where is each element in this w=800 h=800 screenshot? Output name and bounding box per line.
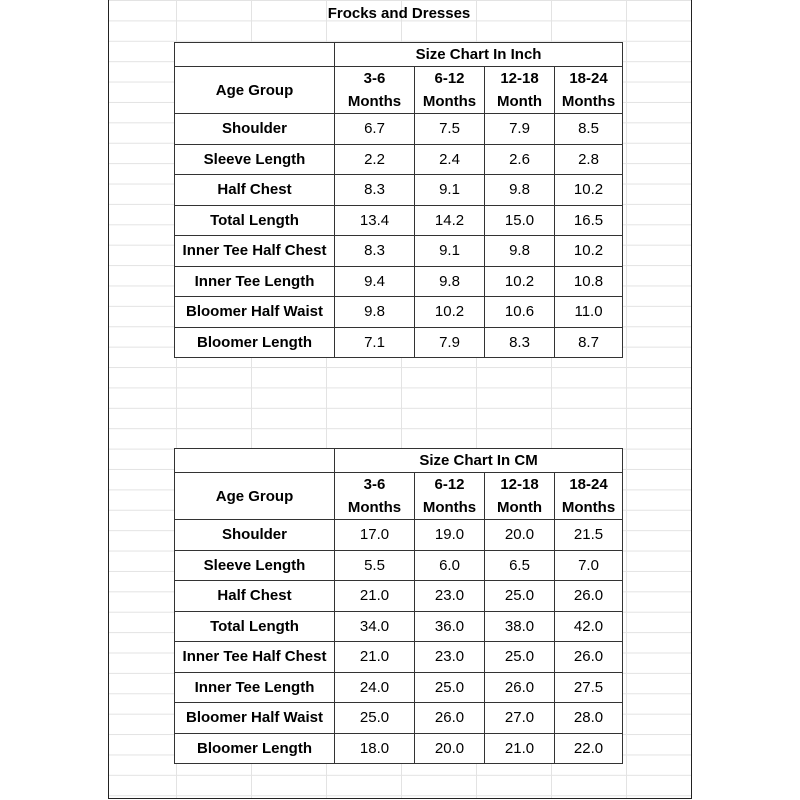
measurement-cell: 7.9	[415, 327, 485, 358]
column-header-unit: Months	[422, 499, 477, 516]
age-group-header: Age Group	[175, 67, 335, 114]
row-label: Bloomer Half Waist	[175, 703, 335, 734]
table-row	[175, 114, 623, 145]
row-label: Half Chest	[175, 581, 335, 612]
row-label: Half Chest	[175, 175, 335, 206]
measurement-cell: 8.3	[335, 175, 415, 206]
measurement-cell: 34.0	[335, 611, 415, 642]
table-row	[175, 733, 623, 764]
measurement-cell: 26.0	[555, 642, 623, 673]
measurement-cell: 10.8	[555, 266, 623, 297]
column-header-range: 6-12	[434, 476, 465, 493]
row-label: Bloomer Half Waist	[175, 297, 335, 328]
measurement-cell: 7.5	[415, 114, 485, 145]
table-row	[175, 550, 623, 581]
measurement-cell: 2.8	[555, 144, 623, 175]
measurement-cell: 10.2	[415, 297, 485, 328]
table-row	[175, 297, 623, 328]
measurement-cell: 25.0	[485, 581, 555, 612]
measurement-cell: 10.2	[555, 236, 623, 267]
measurement-cell: 27.5	[555, 672, 623, 703]
measurement-cell: 2.2	[335, 144, 415, 175]
column-header-unit: Month	[497, 499, 542, 516]
measurement-cell: 7.1	[335, 327, 415, 358]
measurement-cell: 23.0	[415, 642, 485, 673]
measurement-cell: 36.0	[415, 611, 485, 642]
column-header-unit: Months	[347, 93, 402, 110]
measurement-cell: 11.0	[555, 297, 623, 328]
measurement-cell: 25.0	[485, 642, 555, 673]
measurement-cell: 2.4	[415, 144, 485, 175]
table-caption-row	[175, 43, 623, 67]
measurement-cell: 18.0	[335, 733, 415, 764]
size-chart-cm-table	[174, 448, 623, 764]
measurement-cell: 19.0	[415, 520, 485, 551]
column-header	[335, 473, 415, 520]
measurement-cell: 10.6	[485, 297, 555, 328]
column-header-range: 18-24	[569, 70, 608, 87]
row-label: Sleeve Length	[175, 550, 335, 581]
measurement-cell: 26.0	[485, 672, 555, 703]
measurement-cell: 28.0	[555, 703, 623, 734]
measurement-cell: 24.0	[335, 672, 415, 703]
column-header	[485, 473, 555, 520]
measurement-cell: 6.0	[415, 550, 485, 581]
measurement-cell: 27.0	[485, 703, 555, 734]
measurement-cell: 42.0	[555, 611, 623, 642]
measurement-cell: 22.0	[555, 733, 623, 764]
table-caption-spacer	[175, 449, 335, 473]
column-header-range: 6-12	[434, 70, 465, 87]
column-header	[415, 67, 485, 114]
column-header-range: 18-24	[569, 476, 608, 493]
table-row	[175, 205, 623, 236]
table-row	[175, 703, 623, 734]
measurement-cell: 6.7	[335, 114, 415, 145]
row-label: Inner Tee Length	[175, 266, 335, 297]
column-header	[485, 67, 555, 114]
table-row	[175, 236, 623, 267]
table-caption: Size Chart In Inch	[335, 43, 623, 67]
row-label: Inner Tee Length	[175, 672, 335, 703]
row-label: Bloomer Length	[175, 733, 335, 764]
measurement-cell: 21.0	[485, 733, 555, 764]
measurement-cell: 6.5	[485, 550, 555, 581]
table-row	[175, 672, 623, 703]
row-label: Total Length	[175, 205, 335, 236]
age-group-header: Age Group	[175, 473, 335, 520]
measurement-cell: 9.8	[485, 175, 555, 206]
table-header-row	[175, 67, 623, 114]
measurement-cell: 5.5	[335, 550, 415, 581]
measurement-cell: 8.7	[555, 327, 623, 358]
measurement-cell: 16.5	[555, 205, 623, 236]
measurement-cell: 10.2	[485, 266, 555, 297]
table-header-row	[175, 473, 623, 520]
measurement-cell: 13.4	[335, 205, 415, 236]
measurement-cell: 21.0	[335, 581, 415, 612]
measurement-cell: 7.9	[485, 114, 555, 145]
measurement-cell: 20.0	[415, 733, 485, 764]
page-title: Frocks and Dresses	[327, 5, 471, 22]
measurement-cell: 8.3	[335, 236, 415, 267]
measurement-cell: 8.3	[485, 327, 555, 358]
column-header-range: 12-18	[500, 70, 539, 87]
table-row	[175, 520, 623, 551]
measurement-cell: 10.2	[555, 175, 623, 206]
measurement-cell: 26.0	[555, 581, 623, 612]
column-header-range: 12-18	[500, 476, 539, 493]
measurement-cell: 14.2	[415, 205, 485, 236]
measurement-cell: 23.0	[415, 581, 485, 612]
measurement-cell: 8.5	[555, 114, 623, 145]
measurement-cell: 9.4	[335, 266, 415, 297]
row-label: Shoulder	[175, 114, 335, 145]
measurement-cell: 9.8	[415, 266, 485, 297]
row-label: Sleeve Length	[175, 144, 335, 175]
table-row	[175, 175, 623, 206]
column-header-unit: Months	[347, 499, 402, 516]
measurement-cell: 7.0	[555, 550, 623, 581]
measurement-cell: 21.5	[555, 520, 623, 551]
measurement-cell: 9.1	[415, 236, 485, 267]
row-label: Total Length	[175, 611, 335, 642]
column-header	[555, 67, 623, 114]
measurement-cell: 25.0	[335, 703, 415, 734]
measurement-cell: 17.0	[335, 520, 415, 551]
column-header-unit: Months	[561, 93, 616, 110]
table-caption-spacer	[175, 43, 335, 67]
measurement-cell: 2.6	[485, 144, 555, 175]
column-header	[555, 473, 623, 520]
column-header	[415, 473, 485, 520]
row-label: Bloomer Length	[175, 327, 335, 358]
measurement-cell: 9.8	[485, 236, 555, 267]
row-label: Inner Tee Half Chest	[175, 236, 335, 267]
column-header	[335, 67, 415, 114]
row-label: Inner Tee Half Chest	[175, 642, 335, 673]
measurement-cell: 21.0	[335, 642, 415, 673]
column-header-range: 3-6	[363, 70, 386, 87]
table-row	[175, 611, 623, 642]
measurement-cell: 38.0	[485, 611, 555, 642]
table-row	[175, 581, 623, 612]
column-header-unit: Month	[497, 93, 542, 110]
measurement-cell: 26.0	[415, 703, 485, 734]
table-caption: Size Chart In CM	[335, 449, 623, 473]
table-row	[175, 266, 623, 297]
table-caption-row	[175, 449, 623, 473]
table-row	[175, 144, 623, 175]
size-chart-inch-table	[174, 42, 623, 358]
measurement-cell: 9.1	[415, 175, 485, 206]
measurement-cell: 20.0	[485, 520, 555, 551]
row-label: Shoulder	[175, 520, 335, 551]
column-header-unit: Months	[422, 93, 477, 110]
measurement-cell: 25.0	[415, 672, 485, 703]
column-header-range: 3-6	[363, 476, 386, 493]
table-row	[175, 642, 623, 673]
measurement-cell: 9.8	[335, 297, 415, 328]
measurement-cell: 15.0	[485, 205, 555, 236]
table-row	[175, 327, 623, 358]
column-header-unit: Months	[561, 499, 616, 516]
